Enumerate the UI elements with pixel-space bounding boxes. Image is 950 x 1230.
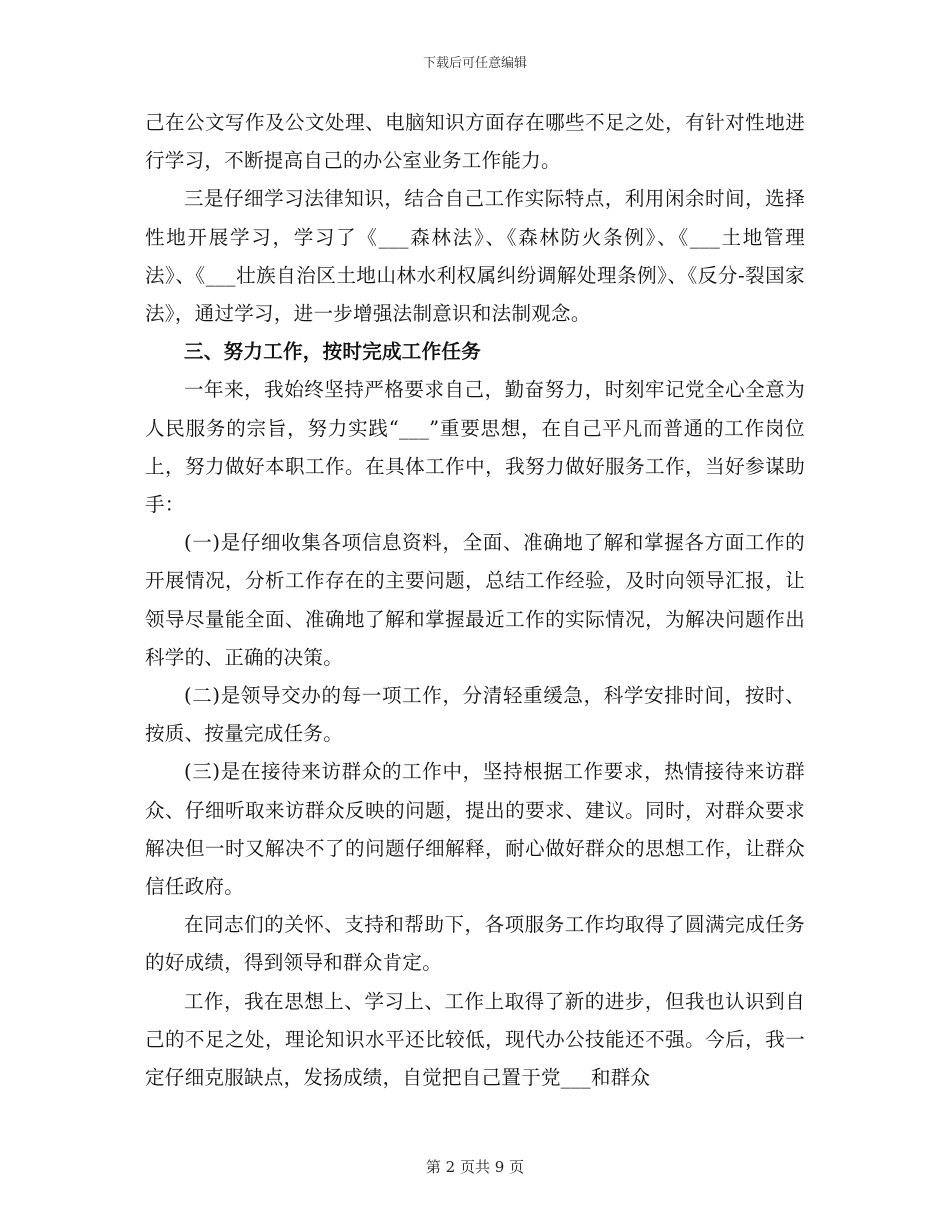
document-body <box>145 104 805 1097</box>
paragraph-6: (三)是在接待来访群众的工作中，坚持根据工作要求，热情接待来访群众、仔细听取来访群众反映的问题，提出的要求、建议。同时，对群众要求解决但一时又解决不了的问题仔细解释，耐心做好群众的思想工作，让群众信任政府。 <box>145 760 805 899</box>
paragraph-7: 在同志们的关怀、支持和帮助下，各项服务工作均取得了圆满完成任务的好成绩，得到领导和群众肯定。 <box>145 913 805 975</box>
page-footer: 第 2 页共 9 页 <box>425 1158 525 1176</box>
paragraph-2: 三是仔细学习法律知识，结合自己工作实际特点，利用闲余时间，选择性地开展学习，学习了《___森林法》、《森林防火条例》、《___土地管理法》、《___壮族自治区土地山林水利权属纠纷调解处理条例》、《反分-裂国家法》，通过学习，进一步增强法制意识和法制观念。 <box>145 187 805 326</box>
paragraph-4: (一)是仔细收集各项信息资料，全面、准确地了解和掌握各方面工作的开展情况，分析工作存在的主要问题，总结工作经验，及时向领导汇报，让领导尽量能全面、准确地了解和掌握最近工作的实际情况，为解决问题作出科学的、正确的决策。 <box>145 531 805 669</box>
paragraph-5: (二)是领导交办的每一项工作，分清轻重缓急，科学安排时间，按时、按质、按量完成任务。 <box>145 684 805 746</box>
paragraph-8: 工作，我在思想上、学习上、工作上取得了新的进步，但我也认识到自己的不足之处，理论知识水平还比较低，现代办公技能还不强。今后，我一定仔细克服缺点，发扬成绩，自觉把自己置于党___和群众 <box>145 989 805 1090</box>
paragraph-1: 己在公文写作及公文处理、电脑知识方面存在哪些不足之处，有针对性地进行学习，不断提高自己的办公室业务工作能力。 <box>145 111 805 173</box>
paragraph-3: 一年来，我始终坚持严格要求自己，勤奋努力，时刻牢记党全心全意为人民服务的宗旨，努力实践“___”重要思想，在自己平凡而普通的工作岗位上，努力做好本职工作。在具体工作中，我努力做好服务工作，当好参谋助手： <box>145 378 805 517</box>
section-heading: 三、努力工作，按时完成工作任务 <box>184 340 482 364</box>
page-header: 下载后可任意编辑 <box>422 56 527 71</box>
